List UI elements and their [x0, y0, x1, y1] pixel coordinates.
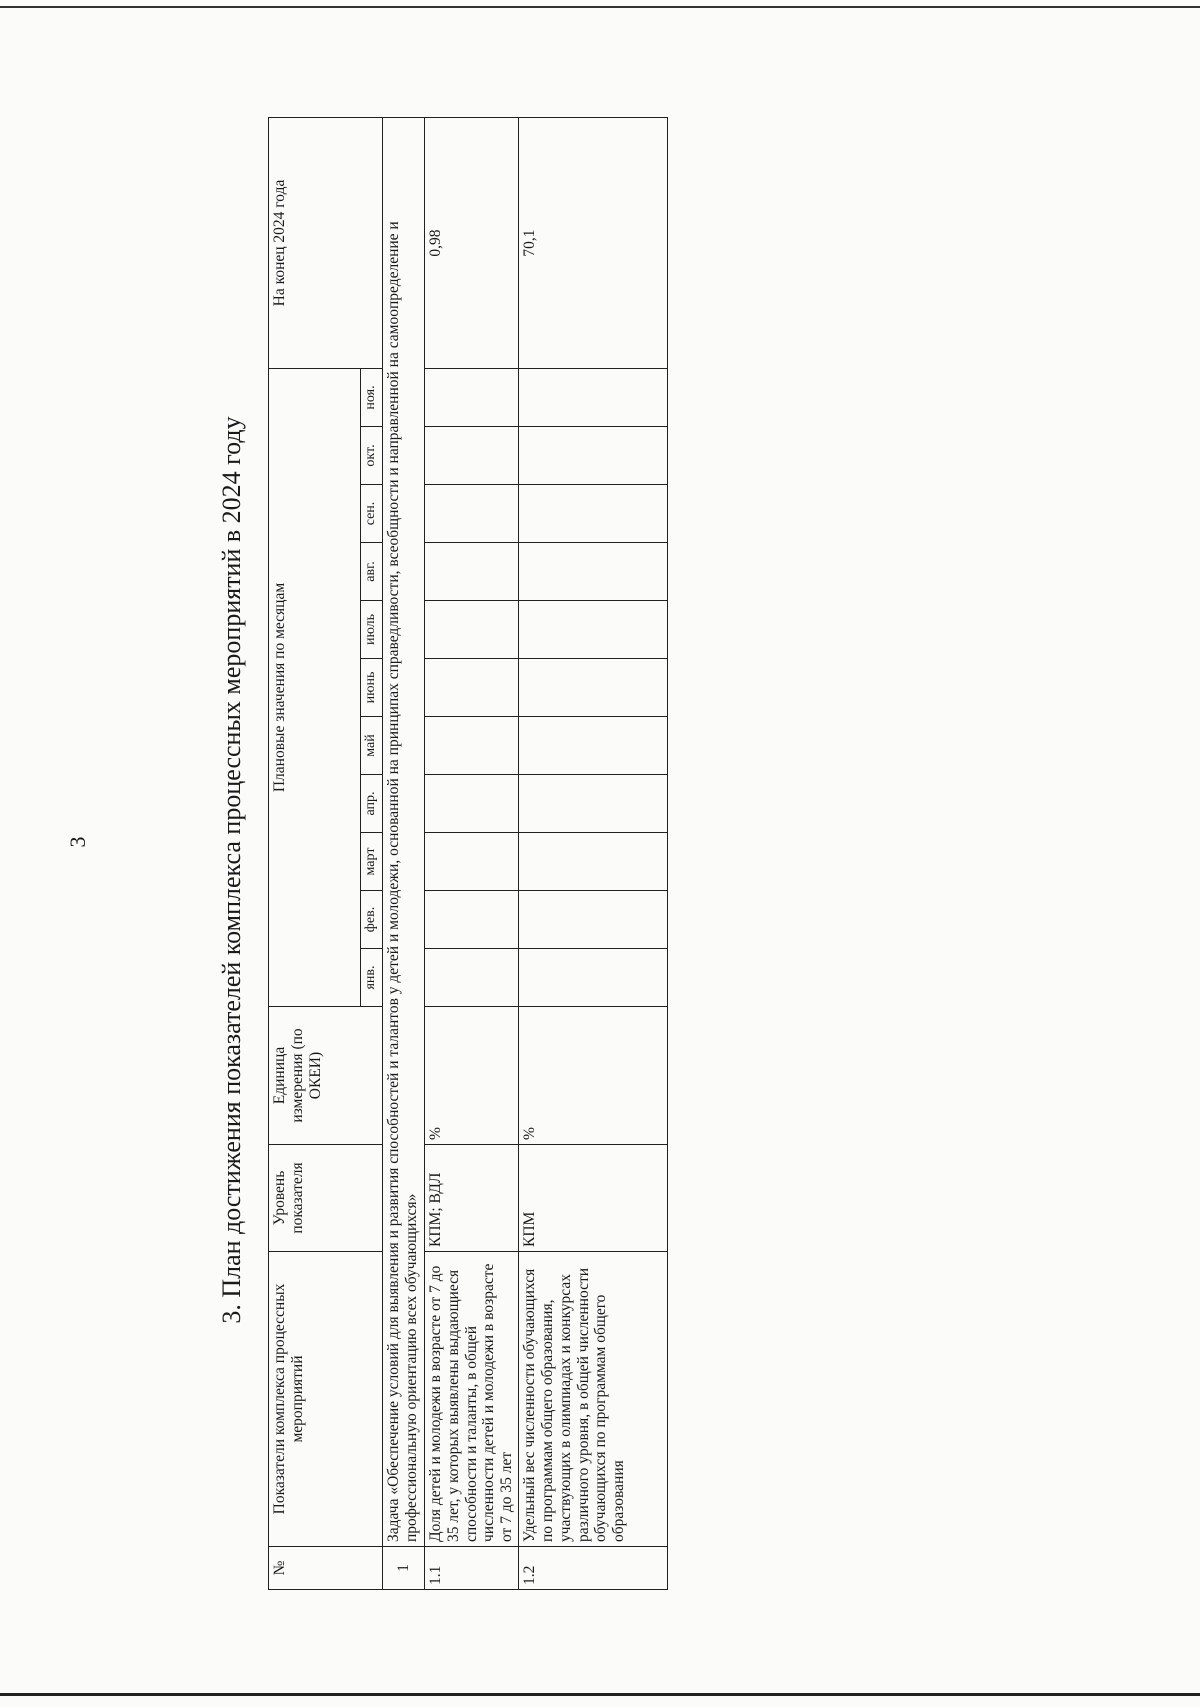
row-end-of-year: 0,98: [425, 118, 519, 369]
month-header: сен.: [361, 485, 383, 543]
row-level: КПМ: [519, 1145, 668, 1252]
row-unit: %: [519, 1007, 668, 1145]
month-header: июль: [361, 601, 383, 659]
task-text: Задача «Обеспечение условий для выявления и развития способностей и талантов у детей и молодежи, основанной на принципах справедливости, всеобщности и направленной на самоопределение и профессиональную ориентацию всех обучающихся»: [383, 118, 425, 1547]
month-header: окт.: [361, 427, 383, 485]
header-num: №: [269, 1547, 383, 1590]
plan-table: [268, 117, 668, 1590]
month-header: ноя.: [361, 369, 383, 427]
plan-table-container: [268, 118, 668, 1590]
bottom-scan-border: [0, 1693, 1200, 1696]
row-end-of-year: 70,1: [519, 118, 668, 369]
table-row: [519, 118, 668, 1590]
month-header: июнь: [361, 659, 383, 717]
header-end-of-year: На конец 2024 года: [269, 118, 383, 369]
table-row: [425, 118, 519, 1590]
task-row: [383, 118, 425, 1590]
header-unit: Единица измерения (по ОКЕИ): [269, 1007, 383, 1145]
row-level: КПМ; ВДЛ: [425, 1145, 519, 1252]
month-header: авг.: [361, 543, 383, 601]
row-indicator: Удельный вес численности обучающихся по программам общего образования, участвующих в олимпиадах и конкурсах различного уровня, в общей численности обучающихся по программам общего образования: [519, 1252, 668, 1547]
row-unit: %: [425, 1007, 519, 1145]
month-header: март: [361, 833, 383, 891]
header-planned: Плановые значения по месяцам: [269, 369, 361, 1007]
month-header: янв.: [361, 949, 383, 1007]
task-num: 1: [383, 1547, 425, 1590]
month-header: май: [361, 717, 383, 775]
month-header: фев.: [361, 891, 383, 949]
row-num: 1.2: [519, 1547, 668, 1590]
page-number: 3: [65, 836, 90, 848]
top-scan-border: [0, 6, 1200, 8]
header-indicator: Показатели комплекса процессных мероприятий: [269, 1252, 383, 1547]
header-level: Уровень показателя: [269, 1145, 383, 1252]
month-header: апр.: [361, 775, 383, 833]
row-indicator: Доля детей и молодежи в возрасте от 7 до 35 лет, у которых выявлены выдающиеся способности и таланты, в общей численности детей и молодежи в возрасте от 7 до 35 лет: [425, 1252, 519, 1547]
row-num: 1.1: [425, 1547, 519, 1590]
page-title: 3. План достижения показателей комплекса процессных мероприятий в 2024 году: [217, 416, 246, 1324]
